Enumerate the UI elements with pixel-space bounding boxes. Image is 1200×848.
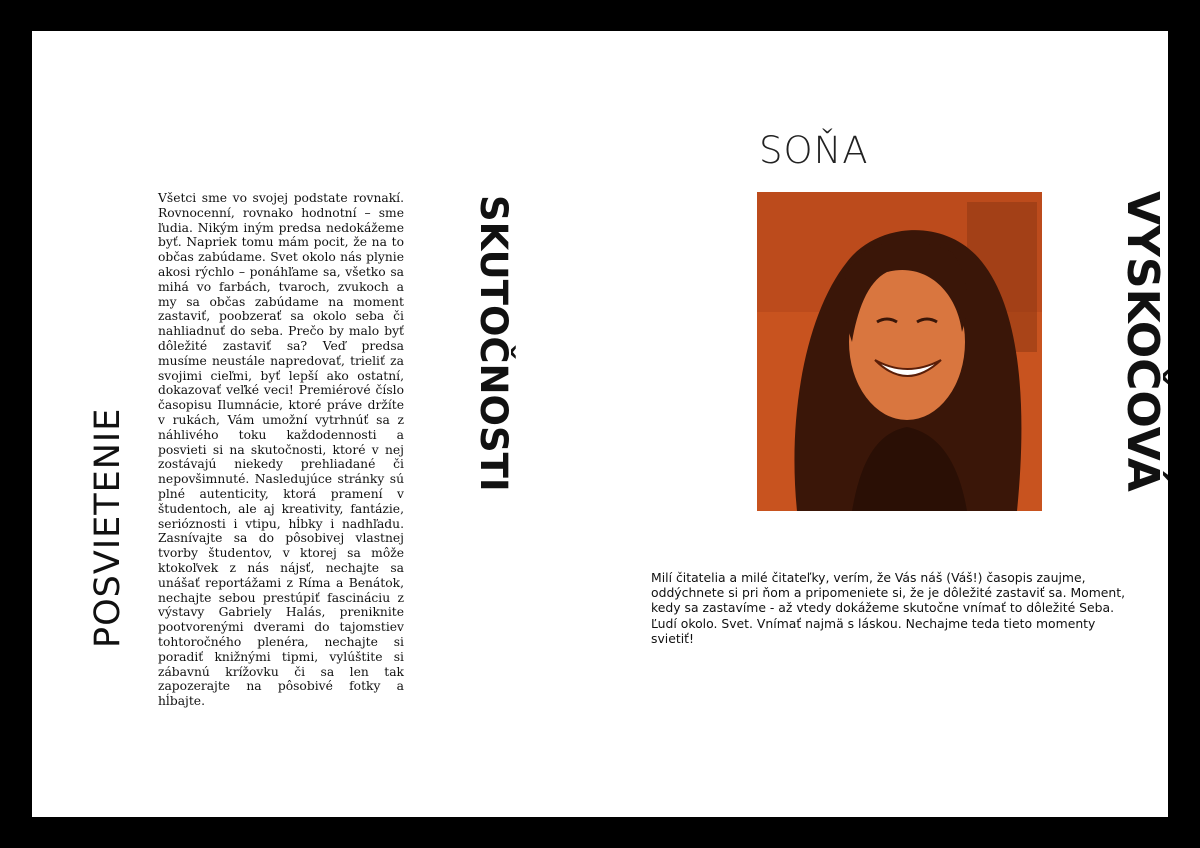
- editor-last-name-vertical: VYSKOČOVÁ: [1117, 191, 1168, 492]
- vertical-heading-posvietenie: POSVIETENIE: [88, 407, 128, 648]
- editorial-body-text: Všetci sme vo svojej podstate rovnakí. Rovnocenní, rovnako hodnotní – sme ľudia. Nikým iným predsa nedokážeme byť. Napriek tomu mám pocit, že na to občas zabúdame. Svet okolo nás plynie akosi rýchlo – ponáhľame sa, všetko sa mihá vo farbách, tvaroch, zvukoch a my sa občas zabúdame na moment zastaviť, poobzerať sa okolo seba či nahliadnuť do seba. Prečo by malo byť dôležité zastaviť sa? Veď predsa musíme neustále napredovať, trieliť za svojimi cieľmi, byť lepší ako ostatní, dokazovať veľké veci! Premiérové číslo časopisu Ilumnácie, ktoré práve držíte v rukách, Vám umožní vytrhnúť sa z náhlivého toku každodennosti a posvieti si na skutočnosti, ktoré v nej zostávajú niekedy prehliadané či nepovšimnuté. Nasledujúce stránky sú plné autenticity, ktorá pramení v študentoch, ale aj kreativity, fantázie, serióznosti i vtipu, hĺbky i nadhľadu. Zasnívajte sa do pôsobivej vlastnej tvorby študentov, v ktorej sa môže ktokoľvek z nás nájsť, nechajte sa unášať reportážami z Ríma a Benátok, nechajte sebou prestúpiť fascináciu z výstavy Gabriely Halás, preniknite pootvorenými dverami do tajomstiev tohtoročného plenéra, nechajte si poradiť knižnými tipmi, vylúštite si zábavnú krížovku či sa len tak zapozerajte na pôsobivé fotky a hĺbajte.: [158, 191, 404, 709]
- editor-intro-text: Milí čitatelia a milé čitateľky, verím, že Vás náš (Váš!) časopis zaujme, oddýchnete si pri ňom a pripomeniete si, že je dôležité zastaviť sa. Moment, kedy sa zastavíme - až vtedy dokážeme skutočne vnímať to dôležité Seba. Ľudí okolo. Svet. Vnímať najmä s láskou. Nechajme teda tieto momenty svietiť!: [651, 570, 1126, 646]
- magazine-spread: [32, 31, 1168, 817]
- vertical-heading-skutocnosti: SKUTOČNOSTI: [472, 195, 515, 492]
- editor-portrait-photo: [757, 192, 1042, 511]
- portrait-illustration: [757, 192, 1042, 511]
- editor-first-name: SOŇA: [759, 129, 869, 172]
